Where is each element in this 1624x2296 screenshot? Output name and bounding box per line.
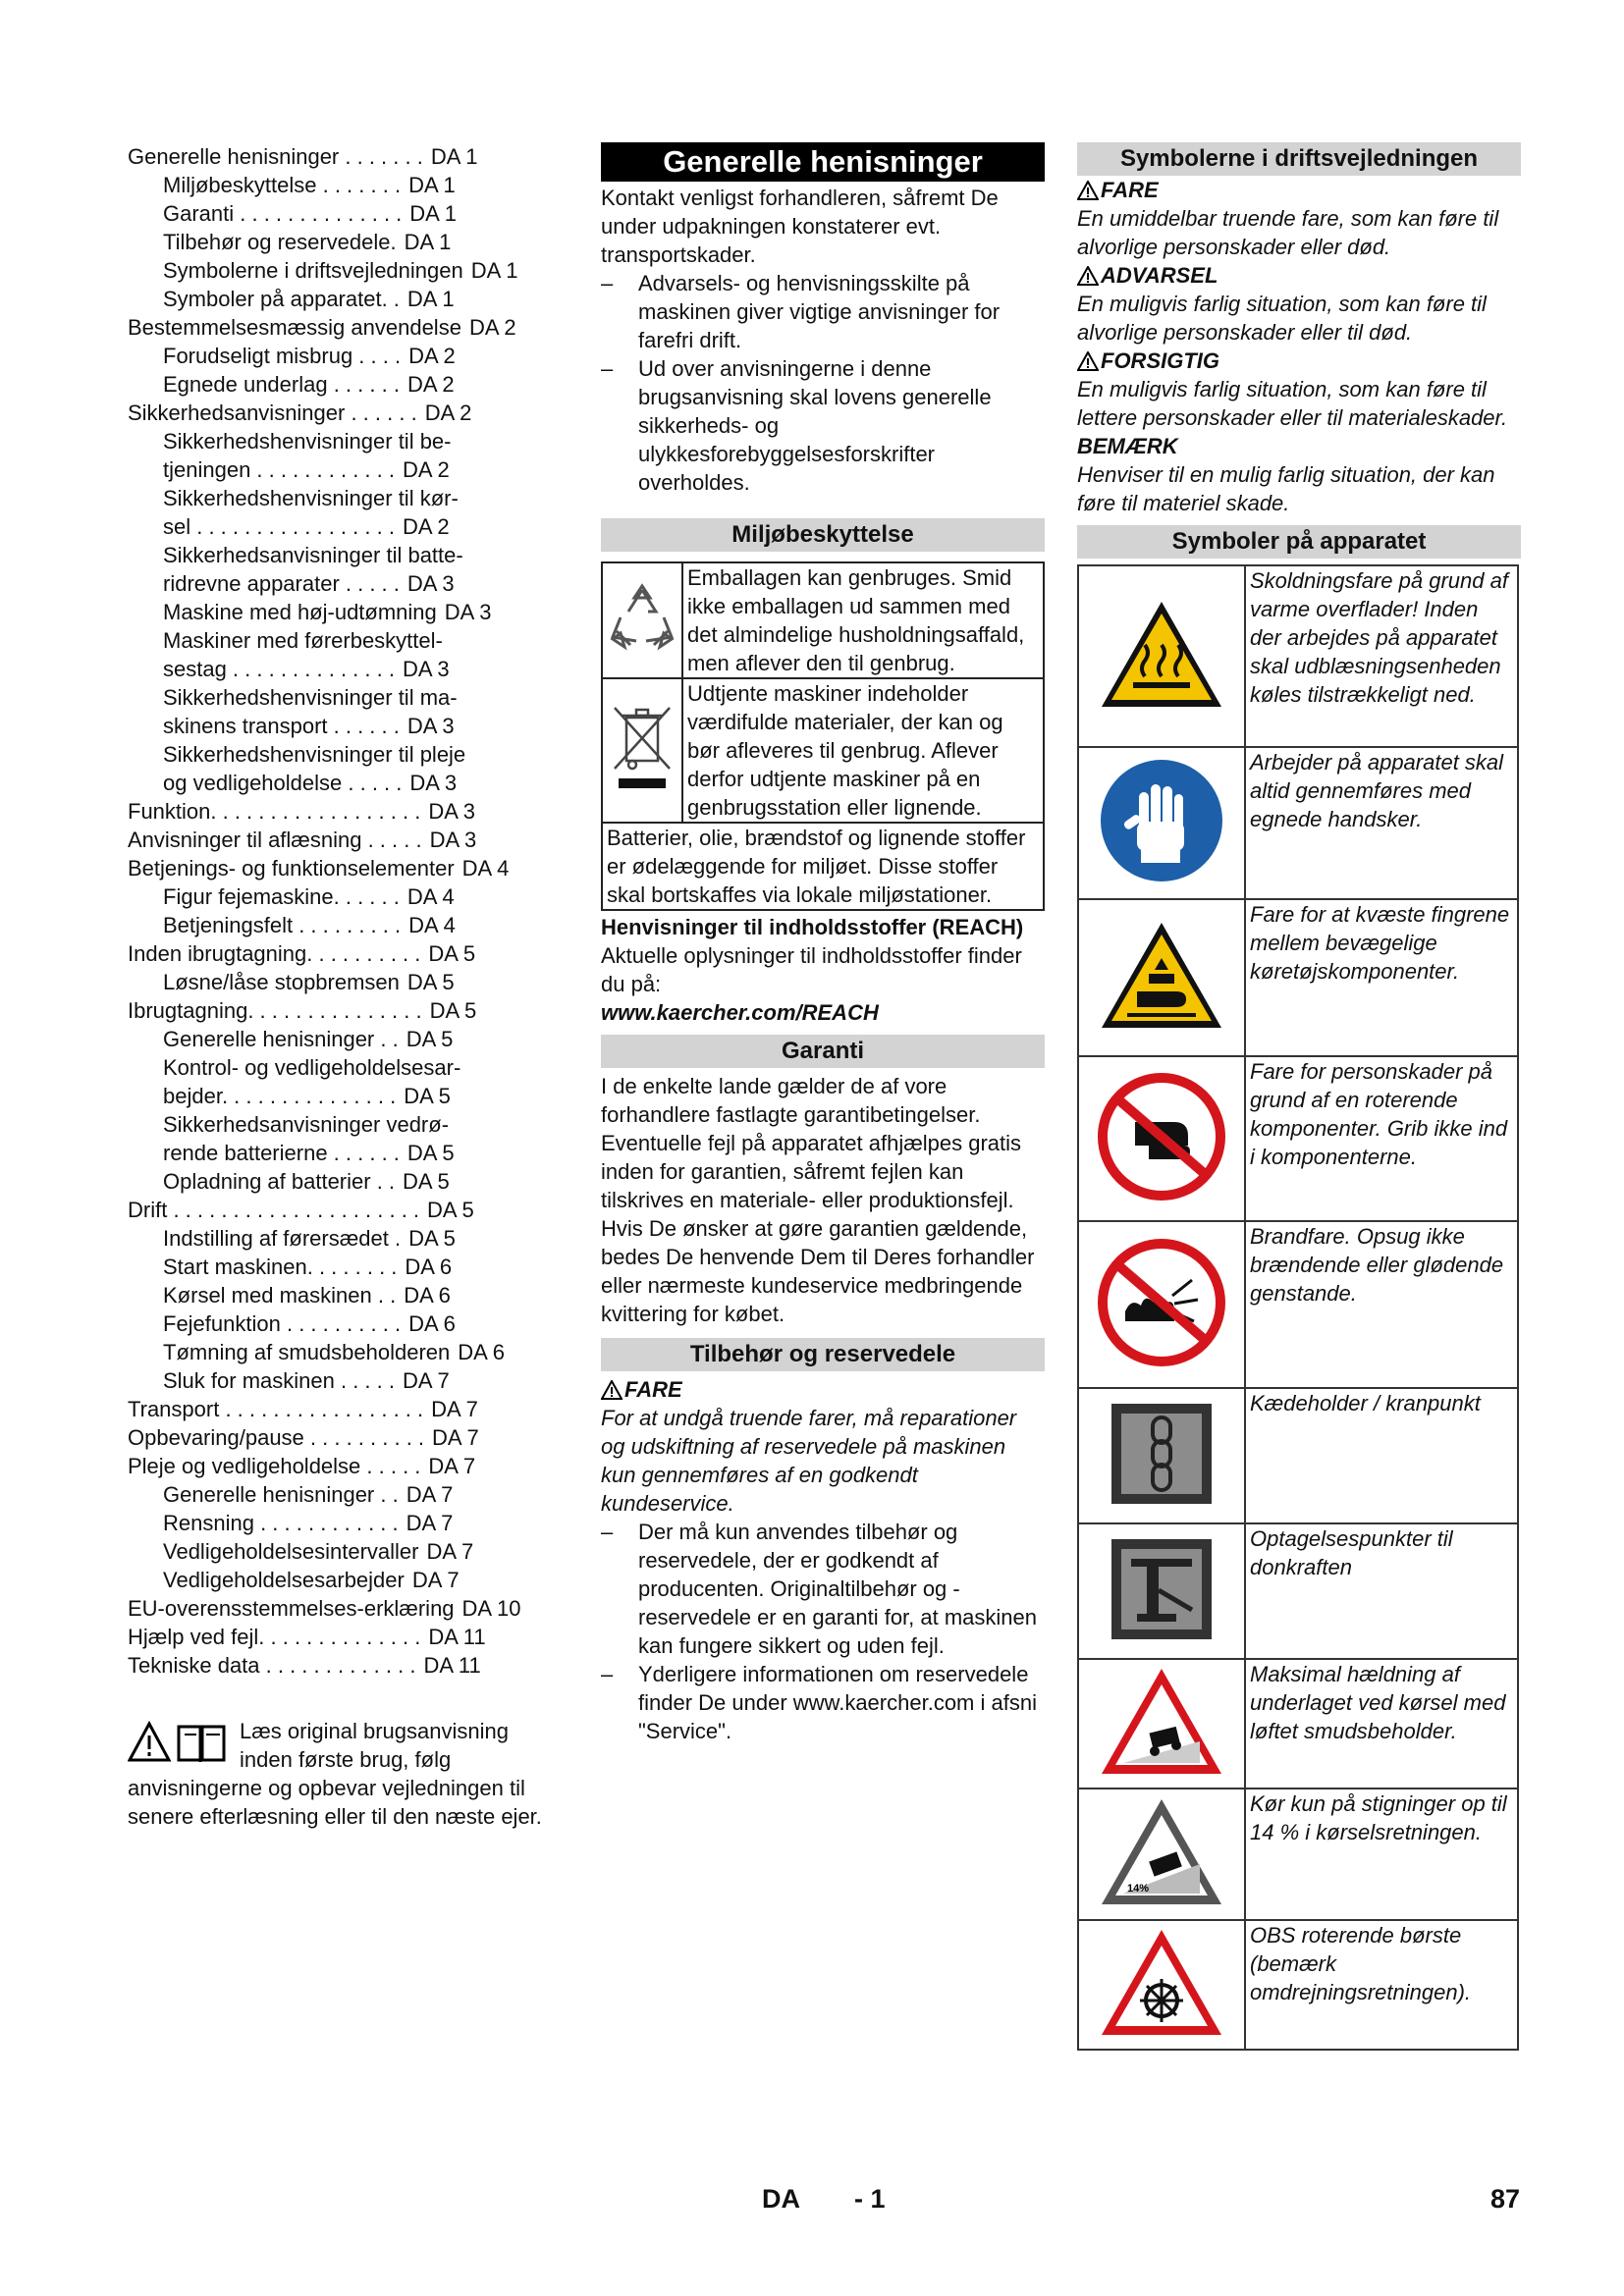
toc-entry-title: ridrevne apparater . . . . . [163, 571, 400, 596]
signal-word-description: En muligvis farlig situation, som kan føre til lettere personskader eller til materialeskader. [1077, 377, 1508, 430]
toc-entry-title: Maskiner med førerbeskyttel- [163, 628, 443, 653]
toc-entry-title: Symbolerne i driftsvejledningen [163, 258, 463, 283]
toc-entry-page: DA 11 [423, 1653, 481, 1678]
toc-entry[interactable] [128, 598, 550, 626]
toc-entry[interactable] [128, 1053, 550, 1082]
toc-entry-title: Symboler på apparatet. . [163, 287, 400, 311]
toc-entry-page: DA 6 [404, 1283, 451, 1308]
toc-entry-page: DA 7 [411, 1568, 460, 1592]
read-manual-text: Læs original brugsanvisning inden første brug, følg anvisningerne og opbevar vejledningen til senere efterlæsning eller til den næste ejer. [128, 1719, 542, 1829]
toc-entry-page: DA 7 [406, 1511, 454, 1535]
toc-list [128, 142, 550, 1680]
toc-entry-title: Fejefunktion . . . . . . . . . . [163, 1311, 402, 1336]
symbol-description: Optagelsespunkter til donkraften [1245, 1523, 1518, 1659]
toc-entry-title: Generelle henisninger . . [163, 1482, 399, 1507]
toc-entry-title: bejder. . . . . . . . . . . . . . . [163, 1084, 397, 1108]
toc-entry-title: Opladning af batterier . . [163, 1169, 396, 1194]
toc-entry-title: tjeningen . . . . . . . . . . . . [163, 457, 395, 482]
toc-entry-title: Pleje og vedligeholdelse . . . . . [128, 1454, 421, 1478]
toc-entry[interactable] [128, 1309, 550, 1338]
toc-entry-title: Betjenings- og funktionselementer [128, 856, 455, 881]
reach-text: Aktuelle oplysninger til indholdsstoffer finder du på: [601, 943, 1022, 996]
toc-entry-page: DA 3 [444, 600, 492, 624]
toc-entry-page: DA 1 [470, 258, 518, 283]
toc-entry-title: Vedligeholdelsesarbejder [163, 1568, 405, 1592]
toc-entry-title: Sikkerhedshenvisninger til kør- [163, 486, 459, 510]
toc-entry-title: sestag . . . . . . . . . . . . . . [163, 657, 395, 681]
toc-entry[interactable] [128, 1224, 550, 1253]
toc-entry[interactable] [128, 399, 550, 427]
signal-word-description: En umiddelbar truende fare, som kan føre til alvorlige personskader eller død. [1077, 206, 1499, 259]
toc-entry-page: DA 5 [406, 1141, 455, 1165]
recycle-text: Emballagen kan genbruges. Smid ikke emballagen ud sammen med det almindelige husholdningsaffald, men aflever den til genbrug. [682, 562, 1044, 678]
toc-entry-title: Kontrol- og vedligeholdelsesar- [163, 1055, 461, 1080]
signal-word: ADVARSEL [1077, 261, 1521, 290]
toc-entry-page: DA 5 [403, 1169, 450, 1194]
toc-entry-title: Indstilling af førersædet . [163, 1226, 402, 1251]
toc-entry-title: Kørsel med maskinen . . [163, 1283, 397, 1308]
general-bullet: – Advarsels- og henvisningsskilte på maskinen giver vigtige anvisninger for farefri drift. [601, 271, 1001, 352]
gloves-icon [1098, 757, 1225, 884]
recycle-icon [607, 578, 677, 657]
footer-language: DA [762, 2184, 800, 2214]
toc-entry-page: DA 5 [408, 1226, 456, 1251]
footer-subpage: - 1 [854, 2184, 886, 2214]
toc-entry-title: Generelle henisninger . . . . . . . [128, 144, 423, 169]
toc-entry-title: Generelle henisninger . . [163, 1027, 399, 1051]
weee-text: Udtjente maskiner indeholder værdifulde materialer, der kan og bør afleveres til genbrug. Aflever derfor udtjente maskiner på en genbrugsstation eller lignende. [682, 678, 1044, 823]
toc-entry-page: DA 3 [429, 828, 477, 852]
toc-entry-title: Sikkerhedshenvisninger til ma- [163, 685, 458, 710]
toc-entry[interactable] [128, 484, 550, 512]
toc-entry-title: Tekniske data . . . . . . . . . . . . . [128, 1653, 416, 1678]
toc-entry-title: rende batterierne . . . . . . [163, 1141, 400, 1165]
toc-entry[interactable] [128, 1253, 550, 1281]
toc-entry[interactable] [128, 854, 550, 882]
toc-entry-title: Rensning . . . . . . . . . . . . [163, 1511, 399, 1535]
reach-heading: Henvisninger til indholdsstoffer (REACH) [601, 915, 1024, 939]
hand-crush-icon [1098, 919, 1225, 1032]
accessories-danger-label: FARE [601, 1375, 1045, 1404]
chain-holder-icon [1108, 1400, 1216, 1508]
toc-entry[interactable] [128, 1509, 550, 1537]
section-heading-device-symbols: Symboler på apparatet [1077, 525, 1521, 559]
toc-entry[interactable] [128, 1480, 550, 1509]
toc-entry-page: DA 7 [428, 1454, 476, 1478]
toc-entry[interactable] [128, 1423, 550, 1452]
toc-entry-title: EU-overensstemmelses-erklæring [128, 1596, 455, 1621]
toc-entry[interactable] [128, 626, 550, 655]
toc-entry-page: DA 3 [428, 799, 476, 824]
toc-entry[interactable] [128, 1452, 550, 1480]
table-of-contents [128, 142, 550, 1831]
toc-entry-title: Opbevaring/pause . . . . . . . . . . [128, 1425, 425, 1450]
toc-entry-page: DA 4 [406, 884, 455, 909]
toc-entry-page: DA 7 [406, 1482, 454, 1507]
warning-book-icon [128, 1721, 234, 1764]
signal-word-description: En muligvis farlig situation, som kan føre til alvorlige personskader eller til død. [1077, 292, 1487, 345]
crossed-bin-icon [607, 700, 677, 794]
toc-entry[interactable] [128, 455, 550, 484]
toc-entry[interactable] [128, 512, 550, 541]
page-number: 87 [1490, 2184, 1521, 2214]
toc-entry[interactable] [128, 342, 550, 370]
slope-label: 14% [1127, 1883, 1150, 1895]
device-symbols-table [1077, 564, 1519, 2051]
toc-entry-page: DA 3 [409, 771, 458, 795]
toc-entry[interactable] [128, 712, 550, 740]
toc-entry[interactable] [128, 285, 550, 313]
toc-entry[interactable] [128, 655, 550, 683]
toc-entry[interactable] [128, 228, 550, 256]
toc-entry[interactable] [128, 1594, 550, 1623]
toc-entry[interactable] [128, 683, 550, 712]
toc-entry-page: DA 5 [406, 1027, 454, 1051]
toc-entry[interactable] [128, 541, 550, 569]
toc-entry-page: DA 1 [430, 144, 478, 169]
toc-entry[interactable] [128, 1167, 550, 1196]
toc-entry[interactable] [128, 1651, 550, 1680]
toc-entry[interactable] [128, 1281, 550, 1309]
toc-entry[interactable] [128, 142, 550, 171]
read-manual-note [128, 1717, 550, 1831]
toc-entry[interactable] [128, 569, 550, 598]
toc-entry-page: DA 5 [428, 941, 476, 966]
toc-entry-title: sel . . . . . . . . . . . . . . . . . [163, 514, 395, 539]
toc-entry-title: Miljøbeskyttelse . . . . . . . [163, 173, 402, 197]
toc-entry-title: Vedligeholdelsesintervaller [163, 1539, 419, 1564]
manual-symbols-list [1077, 176, 1521, 517]
signal-word: BEMÆRK [1077, 434, 1178, 458]
general-bullet: – Ud over anvisningerne i denne brugsanvisning skal lovens generelle sikkerheds- og ulykkesforebyggelsesforskrifter overholdes. [601, 356, 992, 495]
toc-entry-page: DA 1 [404, 230, 452, 254]
right-column [1077, 142, 1521, 2051]
toc-entry-title: Figur fejemaskine. . . . . . [163, 884, 400, 909]
signal-word: FARE [1077, 176, 1521, 204]
signal-word-description: Henviser til en mulig farlig situation, der kan føre til materiel skade. [1077, 462, 1495, 515]
symbol-description: Brandfare. Opsug ikke brændende eller glødende genstande. [1245, 1221, 1518, 1388]
toc-entry-page: DA 3 [402, 657, 450, 681]
toc-entry[interactable] [128, 1082, 550, 1110]
toc-entry-page: DA 2 [468, 315, 516, 340]
weee-cell [602, 678, 682, 823]
toc-entry-title: Sikkerhedsanvisninger . . . . . . [128, 400, 417, 425]
middle-column [601, 142, 1045, 1745]
section-heading-general: Generelle henisninger [601, 142, 1045, 182]
toc-entry-title: Transport . . . . . . . . . . . . . . . . . [128, 1397, 424, 1421]
toc-entry[interactable] [128, 1623, 550, 1651]
toc-entry[interactable] [128, 1537, 550, 1566]
toc-entry[interactable] [128, 911, 550, 939]
toc-entry-title: Forudseligt misbrug . . . . [163, 344, 402, 368]
toc-entry[interactable] [128, 968, 550, 996]
toc-entry-page: DA 7 [402, 1368, 450, 1393]
section-heading-manual-symbols: Symbolerne i driftsvejledningen [1077, 142, 1521, 176]
symbol-description: Fare for personskader på grund af en roterende komponenter. Grib ikke ind i komponenterne. [1245, 1056, 1518, 1221]
warning-triangle-icon [1077, 266, 1099, 286]
reach-link[interactable]: www.kaercher.com/REACH [601, 1000, 879, 1025]
toc-entry-page: DA 2 [402, 514, 450, 539]
toc-entry-title: Hjælp ved fejl. . . . . . . . . . . . . . [128, 1625, 421, 1649]
toc-entry-page: DA 5 [427, 1198, 474, 1222]
toc-entry-page: DA 7 [432, 1425, 479, 1450]
toc-entry[interactable] [128, 1395, 550, 1423]
toc-entry-title: Sikkerhedsanvisninger til batte- [163, 543, 463, 567]
toc-entry-page: DA 5 [404, 1084, 451, 1108]
toc-entry-page: DA 6 [408, 1311, 456, 1336]
toc-entry-title: og vedligeholdelse . . . . . [163, 771, 403, 795]
toc-entry-title: Drift . . . . . . . . . . . . . . . . . . . . . [128, 1198, 420, 1222]
toc-entry-page: DA 2 [408, 344, 456, 368]
toc-entry[interactable] [128, 797, 550, 826]
toc-entry-page: DA 6 [458, 1340, 505, 1364]
toc-entry-page: DA 2 [406, 372, 455, 397]
max-tilt-icon [1098, 1665, 1225, 1778]
section-heading-accessories: Tilbehør og reservedele [601, 1338, 1045, 1371]
general-text: Kontakt venligst forhandleren, såfremt De under udpakningen konstaterer evt. transportskader. [601, 186, 999, 267]
battery-text: Batterier, olie, brændstof og lignende stoffer er ødelæggende for miljøet. Disse stoffer skal bortskaffes via lokale miljøstationer. [601, 824, 1045, 911]
toc-entry-page: DA 11 [428, 1625, 486, 1649]
toc-entry-page: DA 5 [429, 998, 477, 1023]
toc-entry[interactable] [128, 313, 550, 342]
hot-surface-icon [1098, 598, 1225, 711]
accessories-bullet: – Yderligere informationen om reservedele finder De under www.kaercher.com i afsni "Service". [601, 1662, 1037, 1743]
toc-entry-title: skinens transport . . . . . . [163, 714, 400, 738]
toc-entry-page: DA 1 [409, 201, 457, 226]
slope-14-icon [1098, 1795, 1225, 1908]
toc-entry[interactable] [128, 1110, 550, 1139]
toc-entry-page: DA 10 [461, 1596, 521, 1621]
toc-entry-title: Tilbehør og reservedele. [163, 230, 397, 254]
toc-entry-title: Løsne/låse stopbremsen [163, 970, 400, 994]
no-reach-rotating-icon [1098, 1073, 1225, 1201]
toc-entry[interactable] [128, 171, 550, 199]
toc-entry-title: Anvisninger til aflæsning . . . . . [128, 828, 422, 852]
toc-entry[interactable] [128, 769, 550, 797]
warning-triangle-icon [1077, 181, 1099, 200]
jack-point-icon [1108, 1535, 1216, 1643]
toc-entry-title: Egnede underlag . . . . . . [163, 372, 400, 397]
accessories-bullet: – Der må kun anvendes tilbehør og reservedele, der er godkendt af producenten. Originaltilbehør og -reservedele er en garanti for, at maskinen kan fungere sikkert og uden fejl. [601, 1520, 1038, 1658]
toc-entry-title: Maskine med høj-udtømning [163, 600, 437, 624]
toc-entry-page: DA 1 [408, 173, 456, 197]
toc-entry-page: DA 7 [426, 1539, 474, 1564]
signal-word: FORSIGTIG [1077, 347, 1521, 375]
accessories-danger-text: For at undgå truende farer, må reparationer og udskiftning af reservedele på maskinen kun gennemføres af en godkendt kundeservice. [601, 1406, 1017, 1516]
toc-entry[interactable] [128, 199, 550, 228]
toc-entry[interactable] [128, 1139, 550, 1167]
recycle-cell [602, 562, 682, 678]
toc-entry-page: DA 3 [406, 714, 455, 738]
toc-entry-page: DA 3 [406, 571, 455, 596]
toc-entry[interactable] [128, 1338, 550, 1366]
rotating-brush-icon [1098, 1926, 1225, 2039]
toc-entry-title: Bestemmelsesmæssig anvendelse [128, 315, 461, 340]
symbol-description: Kædeholder / kranpunkt [1245, 1388, 1518, 1523]
section-heading-warranty: Garanti [601, 1035, 1045, 1068]
symbol-description: Skoldningsfare på grund af varme overflader! Inden der arbejdes på apparatet skal udblæsningsenheden køles tilstrækkeligt ned. [1245, 565, 1518, 747]
toc-entry-page: DA 6 [405, 1255, 453, 1279]
toc-entry-title: Funktion. . . . . . . . . . . . . . . . . . [128, 799, 421, 824]
warranty-text: I de enkelte lande gælder de af vore forhandlere fastlagte garantibetingelser. Eventuelle fejl på apparatet afhjælpes gratis inden for garantien, såfremt fejlen kan tilskrives en materiale- eller produktionsfejl. Hvis De ønsker at gøre garantien gældende, bedes De henvende Dem til Deres forhandler eller nærmeste kundeservice medbringende kvittering for købet. [601, 1074, 1035, 1326]
toc-entry-title: Inden ibrugtagning. . . . . . . . . . [128, 941, 421, 966]
toc-entry[interactable] [128, 1196, 550, 1224]
toc-entry-title: Betjeningsfelt . . . . . . . . . [163, 913, 402, 937]
toc-entry-page: DA 1 [406, 287, 455, 311]
toc-entry[interactable] [128, 882, 550, 911]
toc-entry-title: Tømning af smudsbeholderen [163, 1340, 451, 1364]
environment-table [601, 561, 1045, 824]
symbol-description: Kør kun på stigninger op til 14 % i kørselsretningen. [1245, 1789, 1518, 1920]
symbol-description: Maksimal hældning af underlaget ved kørsel med løftet smudsbeholder. [1245, 1659, 1518, 1789]
toc-entry-page: DA 5 [406, 970, 455, 994]
toc-entry[interactable] [128, 1566, 550, 1594]
warning-triangle-icon [1077, 351, 1099, 371]
toc-entry-title: Sluk for maskinen . . . . . [163, 1368, 395, 1393]
no-burning-objects-icon [1098, 1239, 1225, 1366]
toc-entry[interactable] [128, 370, 550, 399]
toc-entry[interactable] [128, 427, 550, 455]
toc-entry[interactable] [128, 826, 550, 854]
toc-entry-page: DA 4 [408, 913, 456, 937]
toc-entry-title: Garanti . . . . . . . . . . . . . . [163, 201, 403, 226]
toc-entry-title: Sikkerhedsanvisninger vedrø- [163, 1112, 450, 1137]
toc-entry-page: DA 2 [424, 400, 472, 425]
toc-entry-page: DA 7 [431, 1397, 478, 1421]
toc-entry[interactable] [128, 996, 550, 1025]
symbol-description: Arbejder på apparatet skal altid gennemføres med egnede handsker. [1245, 747, 1518, 899]
toc-entry-title: Start maskinen. . . . . . . . [163, 1255, 398, 1279]
toc-entry-title: Sikkerhedshenvisninger til pleje [163, 742, 466, 767]
toc-entry-page: DA 4 [461, 856, 510, 881]
toc-entry-title: Ibrugtagning. . . . . . . . . . . . . . . [128, 998, 422, 1023]
warning-triangle-icon [601, 1380, 623, 1400]
toc-entry-title: Sikkerhedshenvisninger til be- [163, 429, 452, 454]
section-heading-environment: Miljøbeskyttelse [601, 518, 1045, 552]
symbol-description: Fare for at kvæste fingrene mellem bevægelige køretøjskomponenter. [1245, 899, 1518, 1056]
toc-entry[interactable] [128, 1366, 550, 1395]
toc-entry[interactable] [128, 256, 550, 285]
toc-entry-page: DA 2 [403, 457, 450, 482]
toc-entry[interactable] [128, 740, 550, 769]
toc-entry[interactable] [128, 1025, 550, 1053]
toc-entry[interactable] [128, 939, 550, 968]
symbol-description: OBS roterende børste (bemærk omdrejningsretningen). [1245, 1920, 1518, 2050]
